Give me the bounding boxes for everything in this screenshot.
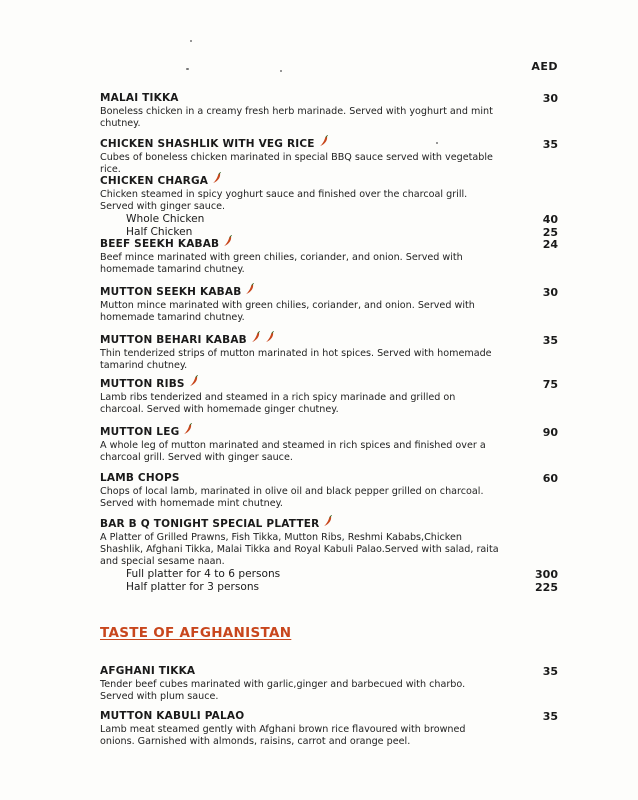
menu-item-option: [100, 213, 558, 226]
currency-label: AED: [531, 60, 558, 73]
menu-item-header: [100, 175, 558, 189]
menu-item-description: Mutton mince marinated with green chilies, coriander, and onion. Served with homemade tamarind chutney.: [100, 300, 475, 323]
menu-item-header: [100, 472, 558, 486]
section-title: TASTE OF AFGHANISTAN: [100, 625, 292, 641]
option-label: Full platter for 4 to 6 persons: [126, 568, 281, 580]
option-price: 300: [535, 568, 558, 581]
menu-item-name: MUTTON BEHARI KABAB: [100, 334, 247, 346]
menu-item-price: 30: [542, 286, 558, 299]
option-label: Whole Chicken: [126, 213, 205, 225]
menu-item-description: Lamb meat steamed gently with Afghani brown rice flavoured with browned onions. Garnished with almonds, raisins, carrot and orange peel.: [100, 724, 466, 747]
menu-item: [100, 286, 558, 324]
chili-pepper-icon: [188, 375, 199, 387]
menu-item-header: [100, 138, 558, 152]
menu-item-name: CHICKEN CHARGA: [100, 175, 209, 187]
chili-pepper-icon: [322, 515, 333, 527]
menu-item: [100, 710, 558, 748]
menu-item-name: MUTTON SEEKH KABAB: [100, 286, 242, 298]
menu-item-description: Tender beef cubes marinated with garlic,ginger and barbecued with charbo. Served with plum sauce.: [100, 679, 466, 702]
option-price: 225: [535, 581, 558, 594]
menu-item-price: 30: [542, 92, 558, 105]
menu-item: [100, 138, 558, 176]
menu-item-name: CHICKEN SHASHLIK WITH VEG RICE: [100, 138, 315, 150]
menu-item-header: [100, 710, 558, 724]
menu-item-name: BEEF SEEKH KABAB: [100, 238, 220, 250]
menu-item-description: Chops of local lamb, marinated in olive oil and black pepper grilled on charcoal. Served with homemade mint chutney.: [100, 486, 484, 509]
menu-item-name: MUTTON KABULI PALAO: [100, 710, 245, 722]
chili-pepper-icon: [250, 331, 261, 343]
menu-item-price: 75: [542, 378, 558, 391]
menu-item-header: [100, 92, 558, 106]
menu-item-header: [100, 286, 558, 300]
menu-item-description: Thin tenderized strips of mutton marinated in hot spices. Served with homemade tamarind chutney.: [100, 348, 492, 371]
chili-pepper-icon: [211, 172, 222, 184]
menu-item: [100, 92, 558, 130]
speck: [190, 40, 192, 42]
menu-item-price: 35: [542, 665, 558, 678]
menu-item-name: BAR B Q TONIGHT SPECIAL PLATTER: [100, 518, 320, 530]
speck: [280, 70, 282, 72]
menu-item-price: 35: [542, 138, 558, 151]
option-price: 25: [542, 226, 558, 239]
menu-item-header: [100, 334, 558, 348]
menu-item-option: [100, 568, 558, 581]
menu-item-name: AFGHANI TIKKA: [100, 665, 196, 677]
menu-item-description: Boneless chicken in a creamy fresh herb marinade. Served with yoghurt and mint chutney.: [100, 106, 493, 129]
menu-item-description: Chicken steamed in spicy yoghurt sauce and finished over the charcoal grill. Served with ginger sauce.: [100, 189, 468, 212]
option-label: Half platter for 3 persons: [126, 581, 260, 593]
menu-item-description: Beef mince marinated with green chilies, coriander, and onion. Served with homemade tamarind chutney.: [100, 252, 463, 275]
menu-item: [100, 238, 558, 276]
menu-item-name: LAMB CHOPS: [100, 472, 180, 484]
menu-item-name: MUTTON LEG: [100, 426, 180, 438]
menu-item-price: 35: [542, 710, 558, 723]
menu-item-description: Lamb ribs tenderized and steamed in a rich spicy marinade and grilled on charcoal. Served with homemade ginger chutney.: [100, 392, 456, 415]
menu-item-price: 35: [542, 334, 558, 347]
menu-item-option: [100, 581, 558, 594]
menu-item-header: [100, 518, 558, 532]
menu-item: [100, 378, 558, 416]
chili-pepper-icon: [264, 331, 275, 343]
option-label: Half Chicken: [126, 226, 193, 238]
menu-item: [100, 175, 558, 239]
menu-item: [100, 334, 558, 372]
chili-pepper-icon: [244, 283, 255, 295]
menu-item: [100, 665, 558, 703]
menu-item-description: Cubes of boneless chicken marinated in special BBQ sauce served with vegetable rice.: [100, 152, 493, 175]
menu-item: [100, 472, 558, 510]
menu-item-price: 24: [542, 238, 558, 251]
menu-item-name: MALAI TIKKA: [100, 92, 179, 104]
speck: [186, 68, 189, 70]
menu-item-header: [100, 378, 558, 392]
chili-pepper-icon: [222, 235, 233, 247]
menu-item-header: [100, 238, 558, 252]
option-price: 40: [542, 213, 558, 226]
chili-pepper-icon: [182, 423, 193, 435]
speck: [436, 142, 438, 144]
menu-item-header: [100, 426, 558, 440]
menu-item-name: MUTTON RIBS: [100, 378, 185, 390]
menu-item-description: A whole leg of mutton marinated and steamed in rich spices and finished over a charcoal grill. Served with ginger sauce.: [100, 440, 486, 463]
menu-item: [100, 518, 558, 594]
menu-item-header: [100, 665, 558, 679]
menu-item: [100, 426, 558, 464]
menu-item-description: A Platter of Grilled Prawns, Fish Tikka, Mutton Ribs, Reshmi Kababs,Chicken Shashlik, Afghani Tikka, Malai Tikka and Royal Kabuli Palao.Served with salad, raita and special sesame naan.: [100, 532, 499, 567]
chili-pepper-icon: [318, 135, 329, 147]
menu-item-price: 90: [542, 426, 558, 439]
menu-item-price: 60: [542, 472, 558, 485]
